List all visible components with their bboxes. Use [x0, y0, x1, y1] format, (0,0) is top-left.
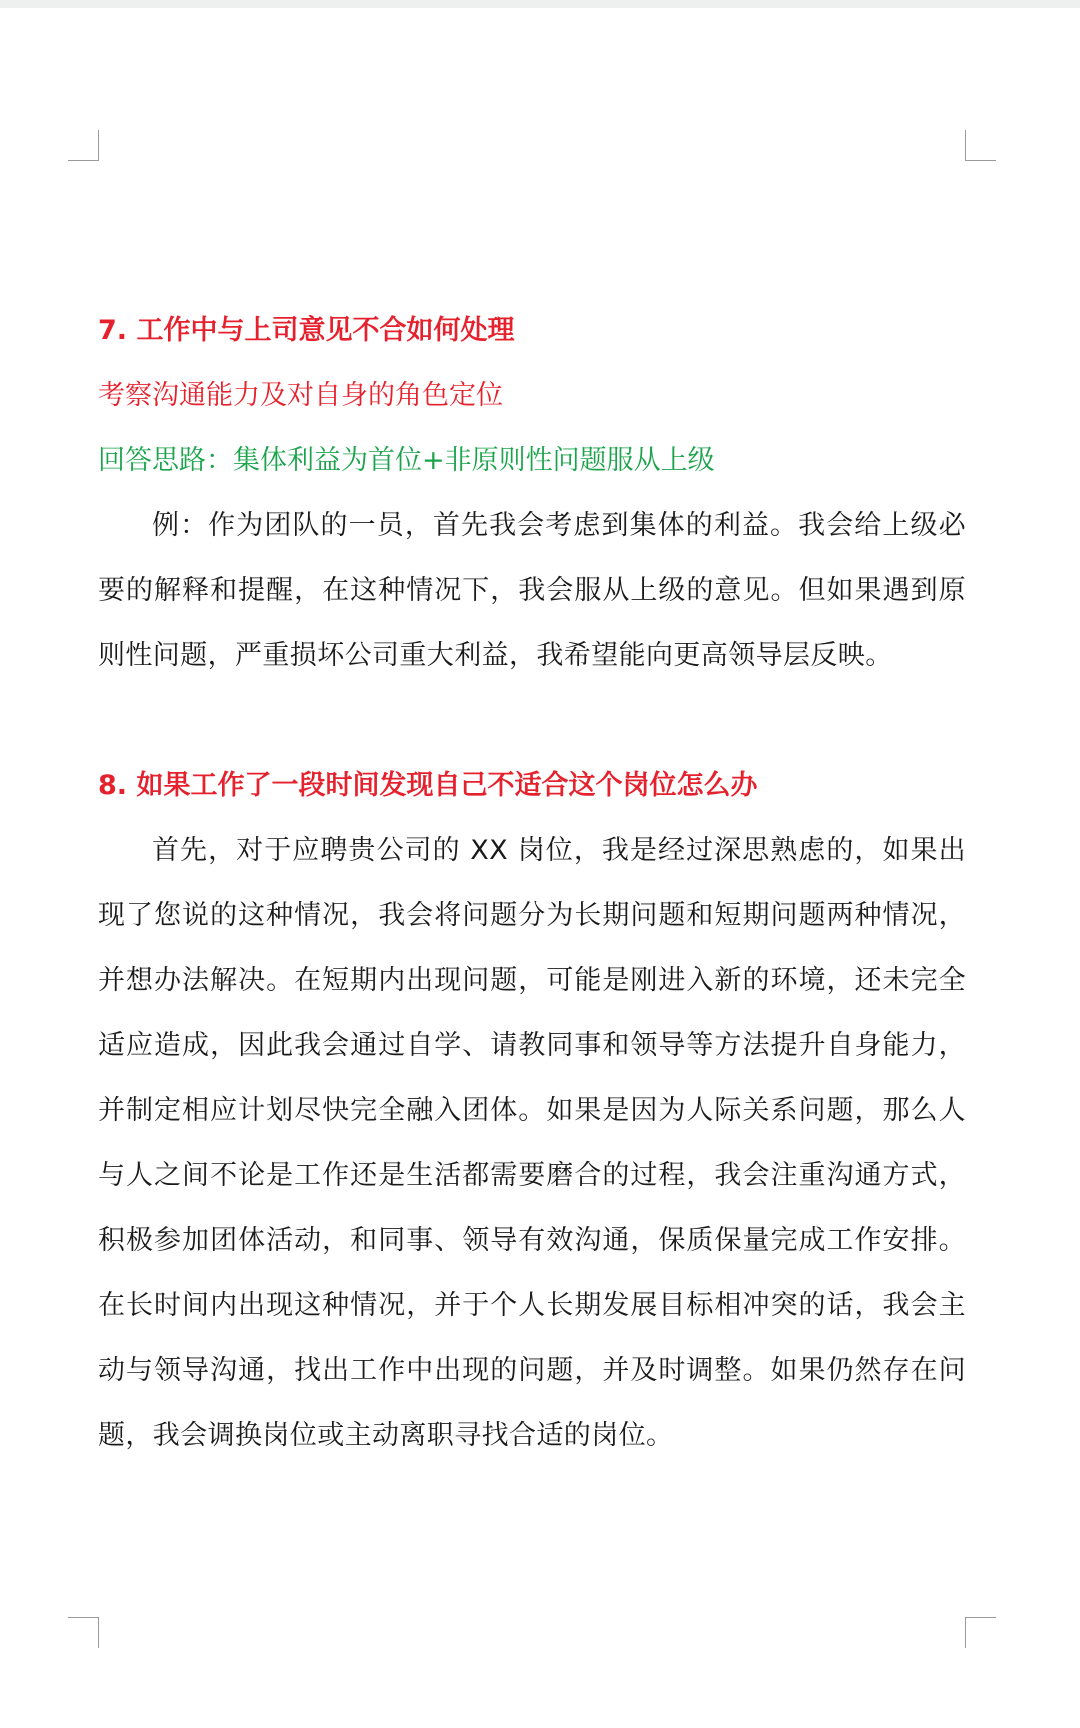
question-7-heading: 7. 工作中与上司意见不合如何处理 — [98, 315, 515, 346]
top-strip — [0, 0, 1080, 8]
page-corner-mark-top-right — [965, 130, 996, 161]
question-7-approach: 回答思路：集体利益为首位+非原则性问题服从上级 — [98, 445, 715, 476]
section-spacer — [98, 688, 966, 753]
document-body — [98, 298, 966, 1468]
question-7-subheading: 考察沟通能力及对自身的角色定位 — [98, 380, 503, 411]
page-corner-mark-bottom-left — [68, 1617, 99, 1648]
question-8-heading: 8. 如果工作了一段时间发现自己不适合这个岗位怎么办 — [98, 770, 758, 801]
page-corner-mark-top-left — [68, 130, 99, 161]
question-7-answer: 例：作为团队的一员，首先我会考虑到集体的利益。我会给上级必要的解释和提醒，在这种情况下，我会服从上级的意见。但如果遇到原则性问题，严重损坏公司重大利益，我希望能向更高领导层反映。 — [98, 510, 966, 671]
page-corner-mark-bottom-right — [965, 1617, 996, 1648]
question-8-answer: 首先，对于应聘贵公司的 XX 岗位，我是经过深思熟虑的，如果出现了您说的这种情况，我会将问题分为长期问题和短期问题两种情况，并想办法解决。在短期内出现问题，可能是刚进入新的环境，还未完全适应造成，因此我会通过自学、请教同事和领导等方法提升自身能力，并制定相应计划尽快完全融入团体。如果是因为人际关系问题，那么人与人之间不论是工作还是生活都需要磨合的过程，我会注重沟通方式，积极参加团体活动，和同事、领导有效沟通，保质保量完成工作安排。在长时间内出现这种情况，并于个人长期发展目标相冲突的话，我会主动与领导沟通，找出工作中出现的问题，并及时调整。如果仍然存在问题，我会调换岗位或主动离职寻找合适的岗位。 — [98, 835, 966, 1451]
